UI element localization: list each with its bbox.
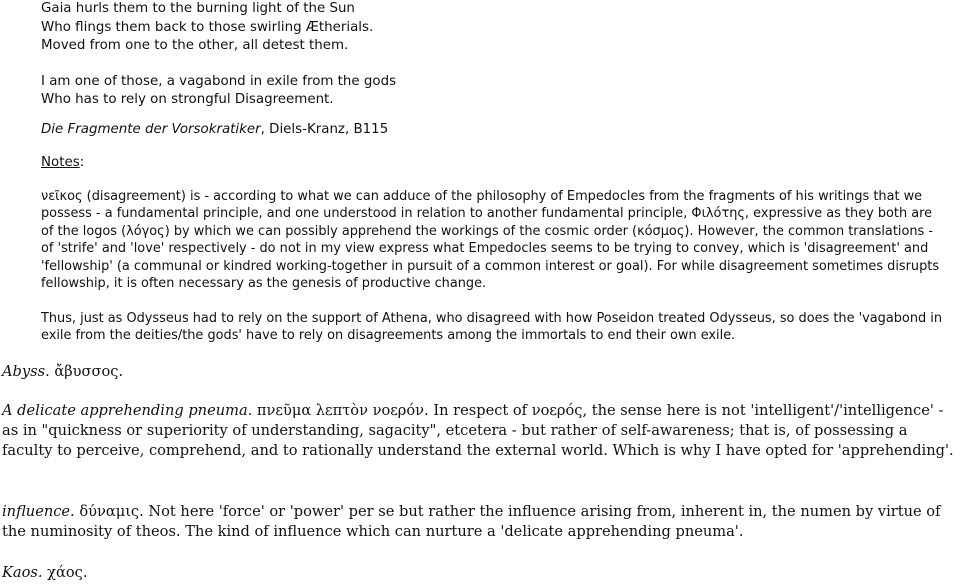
glossary-greek: δύναμις. bbox=[74, 503, 144, 520]
poem-line: Who flings them back to those swirling Ætherials. bbox=[41, 19, 374, 35]
glossary-greek: χάος. bbox=[42, 564, 88, 581]
poem-line: Gaia hurls them to the burning light of the Sun bbox=[41, 1, 355, 16]
glossary-text: Not here 'force' or 'power' per se but rather the influence arising from, inherent in, the numen by virtue of the numinosity of theos. The kind of influence which can nurture a 'delicate apprehending pneuma'. bbox=[2, 503, 941, 540]
poem-line: I am one of those, a vagabond in exile from the gods bbox=[41, 73, 397, 89]
notes-colon: : bbox=[79, 155, 85, 170]
glossary-entry-influence bbox=[2, 502, 958, 542]
glossary-term: Kaos. bbox=[2, 564, 43, 581]
notes-label: Notes bbox=[41, 155, 80, 170]
glossary-term: influence. bbox=[2, 503, 75, 520]
note-paragraph-2: Thus, just as Odysseus had to rely on the support of Athena, who disagreed with how Poseidon treated Odysseus, so does the 'vagabond in exile from the deities/the gods' have to rely on disagreements among the immortals to end their own exile. bbox=[41, 311, 943, 344]
poem-line: Who has to rely on strongful Disagreement. bbox=[41, 92, 334, 107]
glossary-greek: ἄβυσσος. bbox=[49, 363, 124, 380]
glossary-term: A delicate apprehending pneuma. bbox=[2, 402, 253, 419]
glossary-greek: πνεῦμα λεπτὸν νοερόν. bbox=[252, 402, 429, 419]
poem bbox=[41, 0, 396, 110]
glossary-text: In respect of νοερός, the sense here is not 'intelligent'/'intelligence' - as in "quickness or superiority of understanding, sagacity", etcetera - but rather of self-awareness; that is, of possessing a faculty to perceive, comprehend, and to rationally understand the external world. Which is why I have opted for 'apprehending'. bbox=[2, 402, 954, 459]
glossary-term: Abyss. bbox=[2, 363, 50, 380]
glossary-entry-pneuma bbox=[2, 401, 958, 461]
citation-title: Die Fragmente der Vorsokratiker bbox=[41, 122, 261, 137]
citation-source: , Diels-Kranz, B115 bbox=[260, 122, 389, 137]
glossary-entry-abyss bbox=[2, 362, 958, 382]
poem-line: Moved from one to the other, all detest them. bbox=[41, 38, 349, 53]
glossary-entry-kaos bbox=[2, 563, 958, 583]
notes-heading bbox=[41, 154, 84, 172]
stanza-gap bbox=[41, 56, 396, 73]
note-paragraph-1: νεῖκος (disagreement) is - according to what we can adduce of the philosophy of Empedocles from the fragments of his writings that we possess - a fundamental principle, and one understood in relation to another fundamental principle, Φιλότης, expressive as they both are of the logos (λόγος) by which we can possibly apprehend the workings of the cosmic order (κόσμος). However, the common translations - of 'strife' and 'love' respectively - do not in my view express what Empedocles seems to be trying to convey, which is 'disagreement' and 'fellowship' (a communal or kindred working-together in pursuit of a common interest or goal). For while disagreement sometimes disrupts fellowship, it is often necessary as the genesis of productive change. bbox=[41, 189, 940, 292]
citation bbox=[41, 121, 388, 139]
